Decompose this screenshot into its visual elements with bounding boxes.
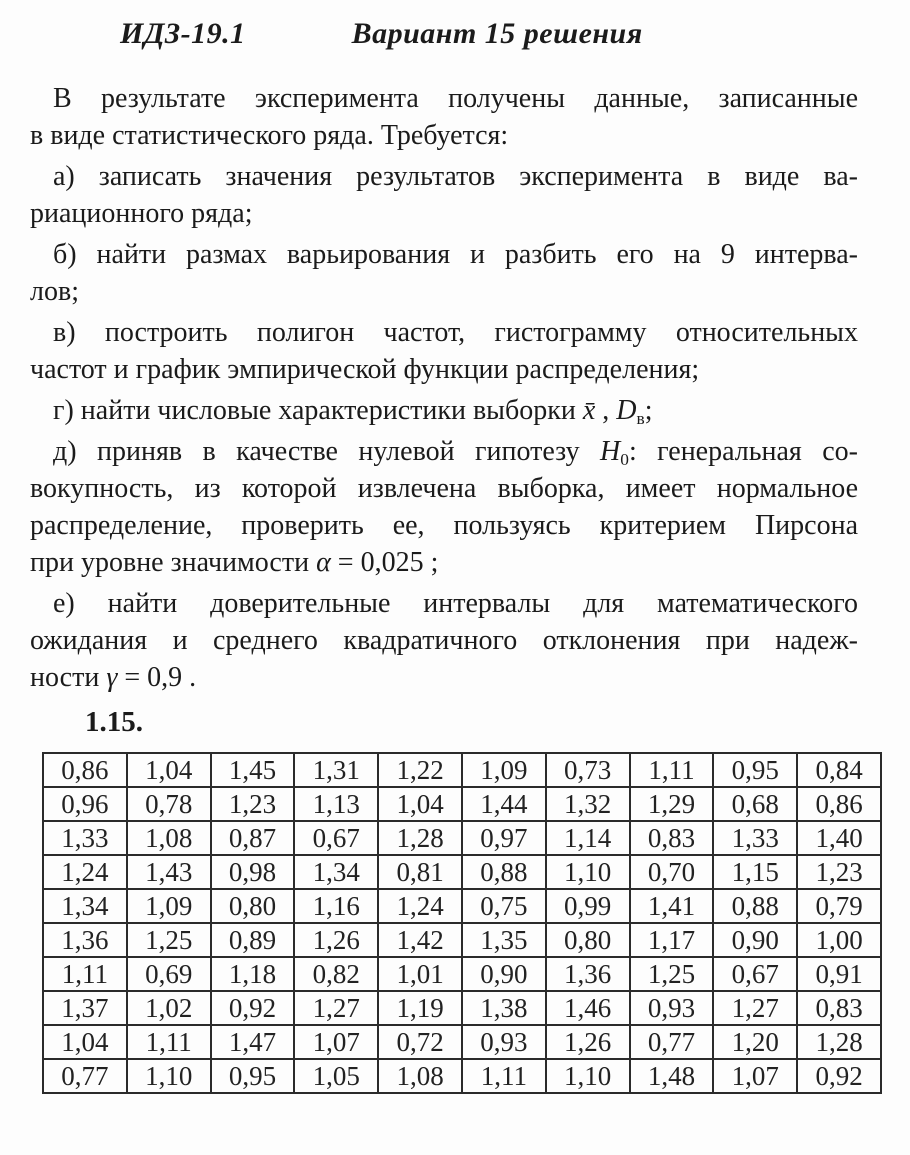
table-cell: 1,23 xyxy=(211,787,295,821)
text-run: , xyxy=(595,395,617,426)
page-title: Вариант 15 решения xyxy=(351,17,643,50)
text-run: В результате эксперимента получены данные, записанные xyxy=(53,83,858,114)
text-run: в виде статистического ряда. Требуется: xyxy=(30,120,509,151)
table-cell: 0,91 xyxy=(797,957,881,991)
text-run: при уровне значимости xyxy=(30,547,317,578)
table-cell: 1,26 xyxy=(294,923,378,957)
table-cell: 1,22 xyxy=(378,753,462,787)
table-cell: 1,43 xyxy=(127,855,211,889)
table-cell: 0,90 xyxy=(462,957,546,991)
table-cell: 0,95 xyxy=(211,1059,295,1093)
math-subscript: 0 xyxy=(620,449,629,469)
table-cell: 0,86 xyxy=(43,753,127,787)
table-cell: 0,88 xyxy=(462,855,546,889)
text-line xyxy=(30,314,858,351)
text-run: в) построить полигон частот, гистограмму относительных xyxy=(53,317,858,348)
table-cell: 1,25 xyxy=(127,923,211,957)
table-cell: 1,27 xyxy=(713,991,797,1025)
table-cell: 1,36 xyxy=(546,957,630,991)
table-cell: 1,33 xyxy=(713,821,797,855)
table-cell: 1,08 xyxy=(127,821,211,855)
table-cell: 1,35 xyxy=(462,923,546,957)
problem-statement xyxy=(30,80,858,696)
table-cell: 1,11 xyxy=(43,957,127,991)
table-cell: 1,29 xyxy=(630,787,714,821)
text-run: распределение, проверить ее, пользуясь критерием Пирсона xyxy=(30,510,858,541)
table-cell: 0,78 xyxy=(127,787,211,821)
table-cell: 1,25 xyxy=(630,957,714,991)
text-line xyxy=(30,622,858,659)
paragraph-task-d xyxy=(30,433,858,581)
table-cell: 0,82 xyxy=(294,957,378,991)
text-run: д) приняв в качестве нулевой гипотезу xyxy=(53,436,601,467)
text-run: б) найти размах варьирования и разбить его на 9 интерва- xyxy=(53,239,858,270)
text-line xyxy=(30,117,858,154)
table-cell: 1,33 xyxy=(43,821,127,855)
table-cell: 1,32 xyxy=(546,787,630,821)
table-cell: 0,69 xyxy=(127,957,211,991)
paragraph-task-g xyxy=(30,392,858,429)
table-cell: 0,93 xyxy=(462,1025,546,1059)
table-row xyxy=(43,787,881,821)
document-header xyxy=(0,0,910,53)
text-line xyxy=(30,80,858,117)
table-cell: 0,77 xyxy=(43,1059,127,1093)
table-cell: 0,86 xyxy=(797,787,881,821)
text-line xyxy=(30,544,858,581)
table-cell: 0,81 xyxy=(378,855,462,889)
paragraph-task-b xyxy=(30,236,858,310)
table-cell: 1,19 xyxy=(378,991,462,1025)
text-run: = 0,025 ; xyxy=(330,547,439,578)
table-cell: 0,87 xyxy=(211,821,295,855)
table-cell: 1,15 xyxy=(713,855,797,889)
doc-id: ИДЗ-19.1 xyxy=(120,17,246,50)
table-cell: 1,47 xyxy=(211,1025,295,1059)
paragraph-task-e xyxy=(30,585,858,696)
text-line xyxy=(30,351,858,388)
table-label: 1.15. xyxy=(85,706,143,738)
table-cell: 1,11 xyxy=(462,1059,546,1093)
table-cell: 1,37 xyxy=(43,991,127,1025)
table-cell: 1,04 xyxy=(43,1025,127,1059)
table-cell: 0,93 xyxy=(630,991,714,1025)
table-cell: 1,24 xyxy=(378,889,462,923)
table-cell: 1,11 xyxy=(630,753,714,787)
text-line xyxy=(30,433,858,470)
table-cell: 1,20 xyxy=(713,1025,797,1059)
table-cell: 1,23 xyxy=(797,855,881,889)
table-cell: 0,84 xyxy=(797,753,881,787)
text-line xyxy=(30,236,858,273)
text-line xyxy=(30,659,858,696)
table-cell: 1,24 xyxy=(43,855,127,889)
text-run: вокупность, из которой извлечена выборка, имеет нормальное xyxy=(30,473,858,504)
table-cell: 1,28 xyxy=(797,1025,881,1059)
table-cell: 0,72 xyxy=(378,1025,462,1059)
table-cell: 0,88 xyxy=(713,889,797,923)
table-cell: 0,73 xyxy=(546,753,630,787)
table-cell: 1,01 xyxy=(378,957,462,991)
table-cell: 1,07 xyxy=(294,1025,378,1059)
table-cell: 0,97 xyxy=(462,821,546,855)
text-run: частот и график эмпирической функции распределения; xyxy=(30,354,700,385)
table-row xyxy=(43,855,881,889)
table-cell: 1,18 xyxy=(211,957,295,991)
table-row xyxy=(43,1059,881,1093)
math-symbol: D xyxy=(616,395,637,426)
table-cell: 0,83 xyxy=(630,821,714,855)
table-cell: 0,96 xyxy=(43,787,127,821)
text-line xyxy=(30,273,858,310)
table-cell: 0,80 xyxy=(211,889,295,923)
table-cell: 1,44 xyxy=(462,787,546,821)
table-cell: 1,31 xyxy=(294,753,378,787)
table-cell: 1,34 xyxy=(43,889,127,923)
table-cell: 0,75 xyxy=(462,889,546,923)
table-cell: 1,42 xyxy=(378,923,462,957)
table-cell: 0,80 xyxy=(546,923,630,957)
text-line xyxy=(30,392,858,429)
table-cell: 1,26 xyxy=(546,1025,630,1059)
table-row xyxy=(43,889,881,923)
math-subscript: в xyxy=(636,408,645,428)
text-line xyxy=(30,507,858,544)
text-run: риационного ряда; xyxy=(30,198,253,229)
text-run: а) записать значения результатов эксперимента в виде ва- xyxy=(53,161,858,192)
table-cell: 1,40 xyxy=(797,821,881,855)
table-row xyxy=(43,753,881,787)
table-cell: 1,36 xyxy=(43,923,127,957)
table-cell: 1,05 xyxy=(294,1059,378,1093)
table-cell: 0,92 xyxy=(797,1059,881,1093)
table-cell: 0,95 xyxy=(713,753,797,787)
paragraph-intro xyxy=(30,80,858,154)
table-cell: 1,09 xyxy=(462,753,546,787)
text-run: ности xyxy=(30,662,107,693)
text-run: е) найти доверительные интервалы для математического xyxy=(53,588,858,619)
table-cell: 0,70 xyxy=(630,855,714,889)
table-cell: 1,00 xyxy=(797,923,881,957)
table-cell: 1,10 xyxy=(546,1059,630,1093)
table-row xyxy=(43,923,881,957)
table-cell: 1,10 xyxy=(127,1059,211,1093)
table-row xyxy=(43,991,881,1025)
table-cell: 1,34 xyxy=(294,855,378,889)
text-run: ; xyxy=(644,395,653,426)
table-row xyxy=(43,957,881,991)
table-row xyxy=(43,821,881,855)
text-run: лов; xyxy=(30,276,79,307)
math-symbol: x̄ xyxy=(582,395,596,426)
table-cell: 0,67 xyxy=(294,821,378,855)
table-cell: 1,10 xyxy=(546,855,630,889)
text-line xyxy=(30,585,858,622)
table-cell: 0,99 xyxy=(546,889,630,923)
table-cell: 0,77 xyxy=(630,1025,714,1059)
table-cell: 1,07 xyxy=(713,1059,797,1093)
table-cell: 1,16 xyxy=(294,889,378,923)
table-cell: 1,46 xyxy=(546,991,630,1025)
table-cell: 1,04 xyxy=(127,753,211,787)
table-cell: 1,41 xyxy=(630,889,714,923)
text-run: г) найти числовые характеристики выборки xyxy=(53,395,583,426)
math-symbol: γ xyxy=(106,662,118,693)
data-table-body xyxy=(43,753,881,1093)
text-line xyxy=(30,158,858,195)
table-cell: 0,67 xyxy=(713,957,797,991)
text-run: = 0,9 . xyxy=(117,662,197,693)
math-symbol: H xyxy=(600,436,621,467)
table-cell: 1,13 xyxy=(294,787,378,821)
table-cell: 1,02 xyxy=(127,991,211,1025)
table-cell: 1,38 xyxy=(462,991,546,1025)
table-cell: 0,90 xyxy=(713,923,797,957)
text-line xyxy=(30,195,858,232)
table-cell: 0,89 xyxy=(211,923,295,957)
table-cell: 1,08 xyxy=(378,1059,462,1093)
text-run: ожидания и среднего квадратичного отклонения при надеж- xyxy=(30,625,858,656)
table-cell: 0,79 xyxy=(797,889,881,923)
text-line xyxy=(30,470,858,507)
table-cell: 0,68 xyxy=(713,787,797,821)
table-cell: 1,28 xyxy=(378,821,462,855)
table-cell: 1,17 xyxy=(630,923,714,957)
math-symbol: α xyxy=(316,547,331,578)
table-cell: 0,98 xyxy=(211,855,295,889)
table-cell: 1,27 xyxy=(294,991,378,1025)
paragraph-task-a xyxy=(30,158,858,232)
table-cell: 1,11 xyxy=(127,1025,211,1059)
data-table xyxy=(42,752,882,1094)
table-cell: 1,14 xyxy=(546,821,630,855)
table-cell: 1,48 xyxy=(630,1059,714,1093)
table-cell: 0,92 xyxy=(211,991,295,1025)
table-row xyxy=(43,1025,881,1059)
table-cell: 1,04 xyxy=(378,787,462,821)
text-run: : генеральная со- xyxy=(628,436,858,467)
paragraph-task-v xyxy=(30,314,858,388)
table-cell: 0,83 xyxy=(797,991,881,1025)
table-cell: 1,09 xyxy=(127,889,211,923)
table-cell: 1,45 xyxy=(211,753,295,787)
